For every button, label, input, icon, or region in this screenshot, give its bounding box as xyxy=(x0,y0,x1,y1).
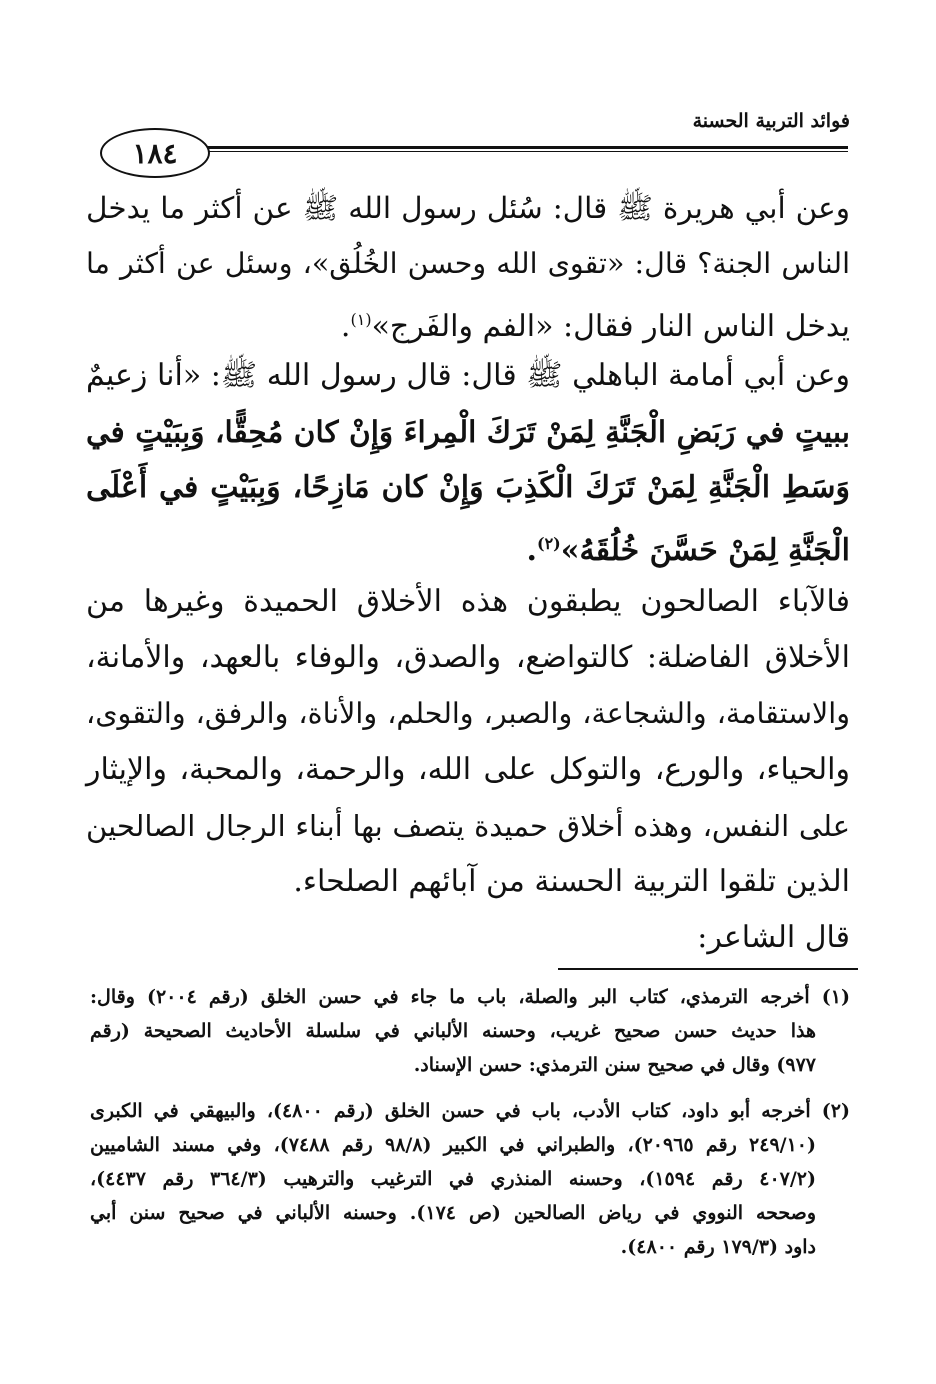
body-line-1: وعن أبي هريرة ﷺ قال: سُئل رسول الله ﷺ عن أكثر ما يدخل xyxy=(86,191,850,225)
body-line-9: الأخلاق الفاضلة: كالتواضع، والصدق، والوفاء بالعهد، والأمانة، xyxy=(86,640,850,675)
page-number: ١٨٤ xyxy=(132,136,178,170)
hadith-line-3-text: الْجَنَّةِ لِمَنْ حَسَّنَ خُلُقَهُ» xyxy=(560,533,850,568)
footnote-1-line-1: (١) أخرجه الترمذي، كتاب البر والصلة، باب ما جاء في حسن الخلق (رقم ٢٠٠٤) وقال: xyxy=(90,986,850,1008)
footnote-1-line-2: هذا حديث حسن صحيح غريب، وحسنه الألباني في سلسلة الأحاديث الصحيحة (رقم xyxy=(90,1020,816,1042)
footnote-ref-2: (٢) xyxy=(536,534,561,553)
header-rule xyxy=(160,146,848,149)
footnote-2-line-4: وصححه النووي في رياض الصالحين (ص ١٧٤). وحسنه الألباني في صحيح سنن أبي xyxy=(90,1202,816,1224)
header-rule-thin xyxy=(160,151,848,152)
body-line-13: الذين تلقوا التربية الحسنة من آبائهم الصلحاء. xyxy=(293,864,850,899)
page-number-badge xyxy=(100,128,210,178)
body-line-8: فالآباء الصالحون يطبقون هذه الأخلاق الحميدة وغيرها من xyxy=(86,584,850,619)
footnote-2-line-2: (٢٤٩/١٠ رقم ٢٠٩٦٥)، والطبراني في الكبير (٩٨/٨ رقم ٧٤٨٨)، وفي مسند الشاميين xyxy=(90,1134,816,1156)
footnote-ref-1: (١) xyxy=(350,310,372,329)
body-line-14: قال الشاعر: xyxy=(697,920,850,955)
body-line-3-text: يدخل الناس النار فقال: «الفم والفَرج» xyxy=(371,309,850,344)
hadith-line-1: ببيتٍ في رَبَضِ الْجَنَّةِ لِمَنْ تَرَكَ الْمِراءَ وَإِنْ كان مُحِقًّا، وَبِبَيْتٍ في xyxy=(86,414,850,449)
footnote-separator xyxy=(558,968,858,970)
body-line-11: والحياء، والورع، والتوكل على الله، والرحمة، والمحبة، والإيثار xyxy=(86,752,850,787)
footnote-1-line-3: ٩٧٧) وقال في صحيح سنن الترمذي: حسن الإسناد. xyxy=(413,1054,816,1076)
body-line-4: وعن أبي أمامة الباهلي ﷺ قال: قال رسول الله ﷺ: «أنا زعيمٌ xyxy=(86,358,850,393)
footnote-2-line-5: داود (١٧٩/٣ رقم ٤٨٠٠). xyxy=(620,1236,816,1258)
hadith-line-3: الْجَنَّةِ لِمَنْ حَسَّنَ خُلُقَهُ»$^{(٢)}$. xyxy=(526,533,850,568)
body-line-10: والاستقامة، والشجاعة، والصبر، والحلم، والأناة، والرفق، والتقوى، xyxy=(86,697,850,730)
hadith-line-2: وَسَطِ الْجَنَّةِ لِمَنْ تَرَكَ الْكَذِبَ وَإِنْ كان مَازِحًا، وَبِبَيْتٍ في أَعْلَى xyxy=(86,470,850,505)
body-line-2: الناس الجنة؟ قال: «تقوى الله وحسن الخُلُق»، وسئل عن أكثر ما xyxy=(86,247,850,280)
footnote-2-line-3: (٤٠٧/٢ رقم ١٥٩٤)، وحسنه المنذري في الترغيب والترهيب (٣٦٤/٣ رقم ٤٤٣٧)، xyxy=(90,1168,816,1190)
footnote-2-line-1: (٢) أخرجه أبو داود، كتاب الأدب، باب في حسن الخلق (رقم ٤٨٠٠)، والبيهقي في الكبرى xyxy=(90,1100,850,1122)
body-line-12: على النفس، وهذه أخلاق حميدة يتصف بها أبناء الرجال الصالحين xyxy=(86,809,850,843)
running-header-title: فوائد التربية الحسنة xyxy=(692,110,850,132)
body-line-3: يدخل الناس النار فقال: «الفم والفَرج»$^{(١)}$. xyxy=(340,309,850,344)
